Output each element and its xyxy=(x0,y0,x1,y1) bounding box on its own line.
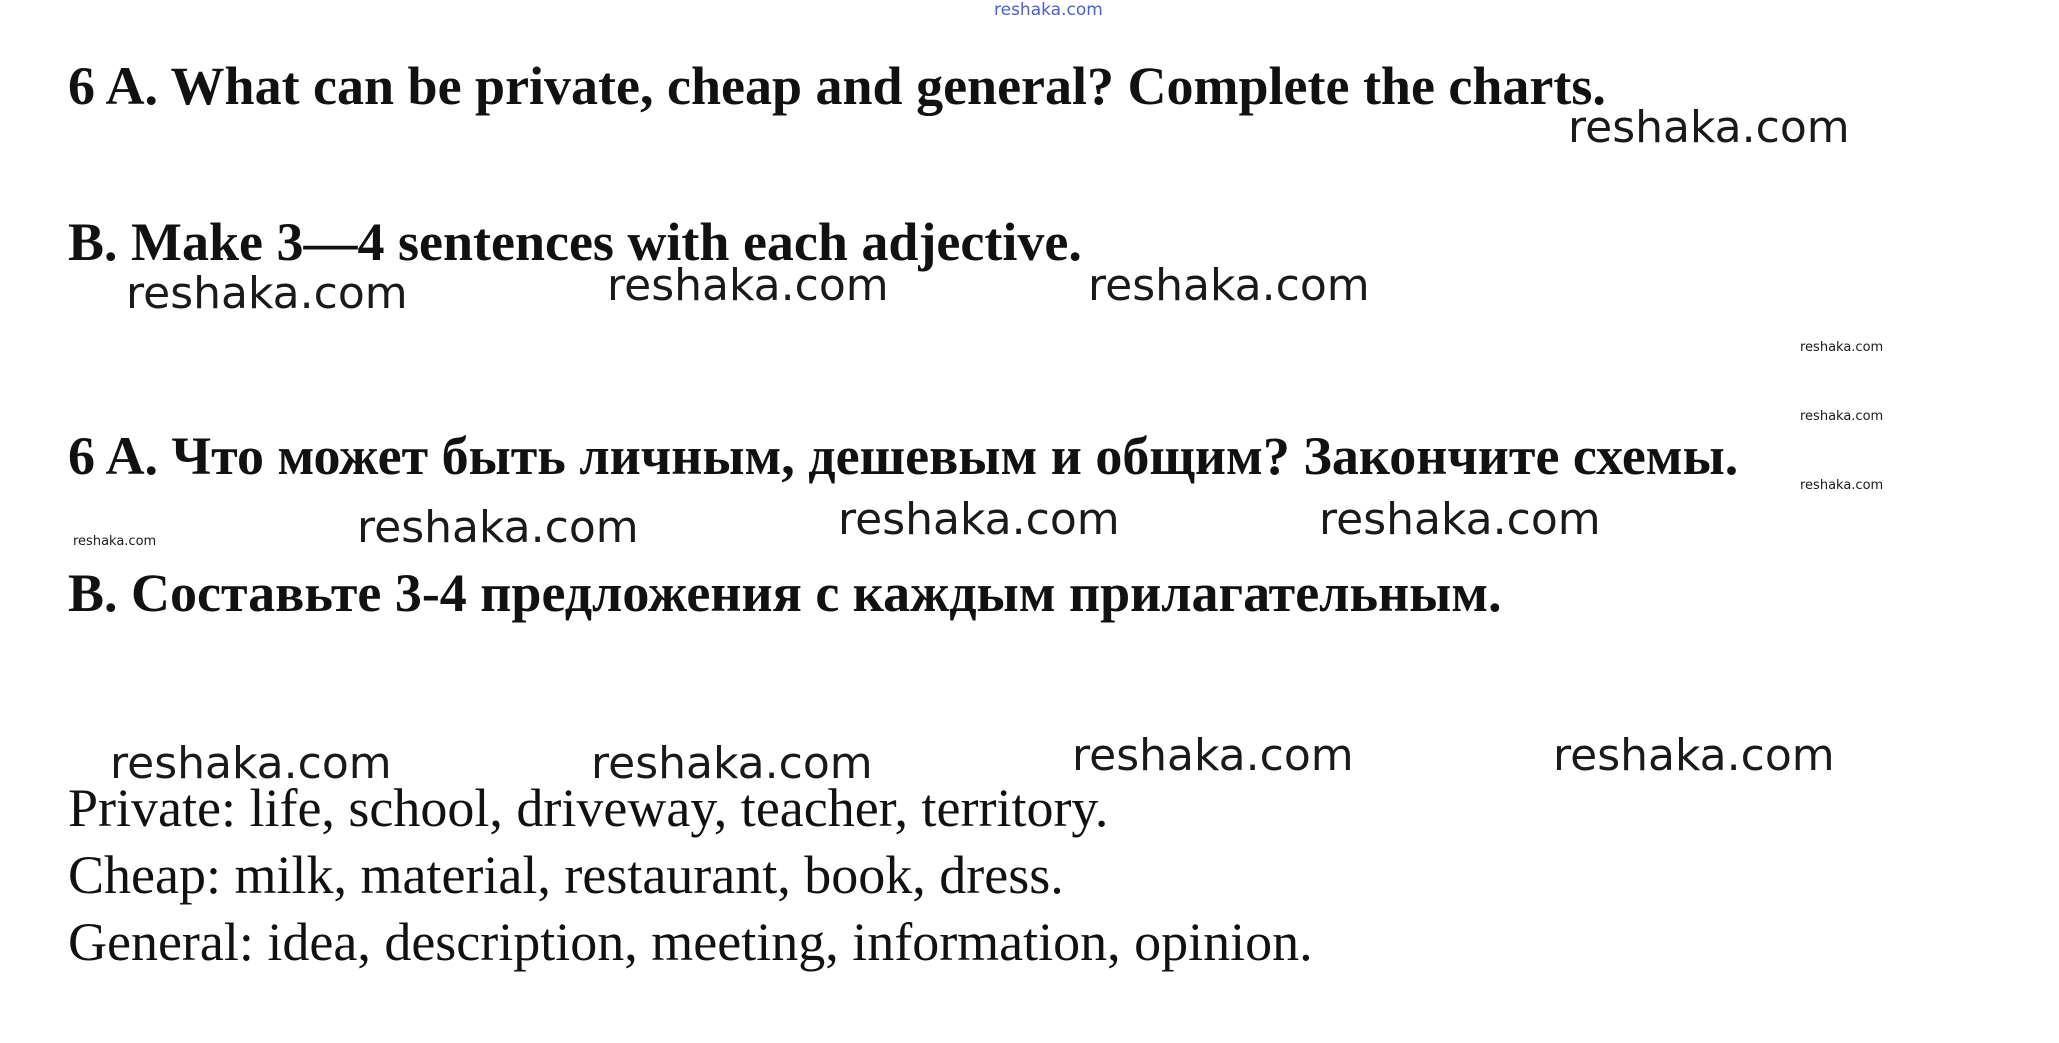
russian-task-b: B. Составьте 3-4 предложения с каждым прилагательным. xyxy=(68,563,1502,623)
english-task-a: 6 A. What can be private, cheap and general? Complete the charts. xyxy=(68,56,1606,116)
watermark: reshaka.com xyxy=(1072,730,1354,781)
watermark: reshaka.com xyxy=(1319,494,1601,545)
watermark: reshaka.com xyxy=(73,534,157,549)
watermark: reshaka.com xyxy=(357,502,639,553)
answer-cheap: Cheap: milk, material, restaurant, book, dress. xyxy=(68,845,1064,905)
watermark: reshaka.com xyxy=(607,260,889,311)
watermark: reshaka.com xyxy=(591,738,873,789)
watermark: reshaka.com xyxy=(994,0,1103,20)
russian-task-a: 6 A. Что может быть личным, дешевым и общим? Закончите схемы. xyxy=(68,426,1739,486)
watermark: reshaka.com xyxy=(1800,478,1884,493)
watermark: reshaka.com xyxy=(126,268,408,319)
answer-general: General: idea, description, meeting, information, opinion. xyxy=(68,912,1313,972)
watermark: reshaka.com xyxy=(1800,409,1884,424)
english-task-b: B. Make 3—4 sentences with each adjective. xyxy=(68,212,1082,272)
watermark: reshaka.com xyxy=(1088,260,1370,311)
watermark: reshaka.com xyxy=(1800,340,1884,355)
watermark: reshaka.com xyxy=(110,738,392,789)
answer-private: Private: life, school, driveway, teacher, territory. xyxy=(68,778,1109,838)
watermark: reshaka.com xyxy=(1568,102,1850,153)
watermark: reshaka.com xyxy=(838,494,1120,545)
watermark: reshaka.com xyxy=(1553,730,1835,781)
